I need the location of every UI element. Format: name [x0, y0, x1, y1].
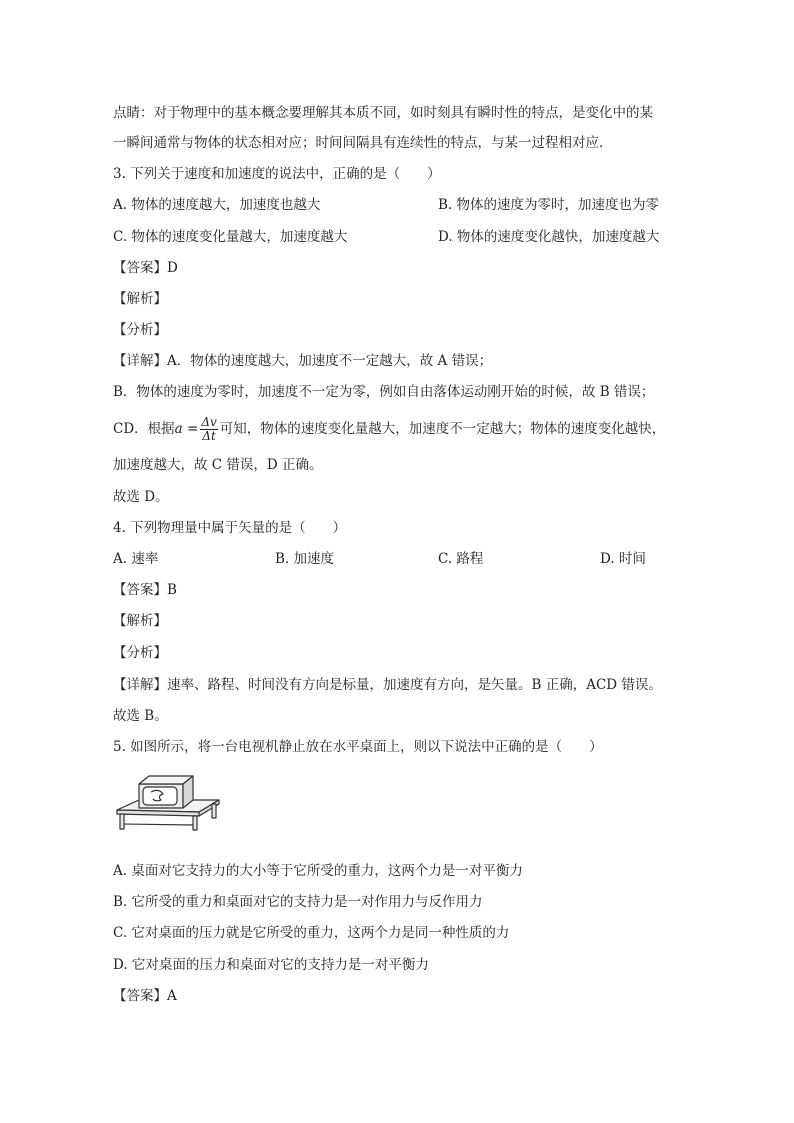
detail-cd-prefix: CD．根据: [113, 421, 175, 437]
q4-option-b: B. 加速度: [275, 551, 335, 567]
q3-option-d: D. 物体的速度变化越快，加速度越大: [438, 229, 660, 245]
q3-answer: [113, 258, 178, 278]
detail-tag: 【详解】: [113, 677, 167, 693]
answer-tag: 【答案】: [113, 582, 167, 598]
q4-detail: [113, 675, 662, 695]
q3-option-b: B. 物体的速度为零时，加速度也为零: [438, 197, 660, 213]
q5-option-c: C. 它对桌面的压力就是它所受的重力，这两个力是同一种性质的力: [113, 925, 510, 941]
detail-text: 速率、路程、时间没有方向是标量，加速度有方向，是矢量。B 正确，ACD 错误。: [167, 677, 662, 693]
formula-numerator: Δv: [201, 415, 217, 429]
table-leg-front-right: [193, 816, 197, 830]
formula-denominator: Δt: [202, 429, 216, 443]
q4-option-a: A. 速率: [113, 551, 159, 567]
q5-option-d: D. 它对桌面的压力和桌面对它的支持力是一对平衡力: [113, 957, 429, 973]
q3-detail-b: B．物体的速度为零时，加速度不一定为零，例如自由落体运动刚开始的时候，故 B 错误；: [113, 384, 655, 400]
detail-cd-suffix: 可知，物体的速度变化量越大，加速度不一定越大；物体的速度变化越快，: [219, 421, 666, 437]
table-leg-back-right: [212, 804, 216, 818]
answer-tag: 【答案】: [113, 988, 167, 1004]
formula-fraction: [200, 416, 217, 443]
answer-value: D: [167, 260, 178, 276]
tv-on-table-figure: [113, 772, 221, 832]
detail-tag: 【详解】: [113, 353, 167, 369]
q5-option-b: B. 它所受的重力和桌面对它的支持力是一对作用力与反作用力: [113, 894, 483, 910]
q5-option-a: A. 桌面对它支持力的大小等于它所受的重力，这两个力是一对平衡力: [113, 863, 523, 879]
q3-detail-cd-cont: 加速度越大，故 C 错误，D 正确。: [113, 457, 323, 473]
q3-detail-a: [113, 351, 492, 371]
q3-option-a: A. 物体的速度越大，加速度也越大: [113, 197, 321, 213]
formula-lhs: a =: [174, 421, 199, 437]
note-line-1: 点睛：对于物理中的基本概念要理解其本质不同，如时刻具有瞬时性的特点，是变化中的某: [113, 105, 653, 121]
q3-conclusion: 故选 D。: [113, 489, 169, 505]
q5-stem: 5. 如图所示，将一台电视机静止放在水平桌面上，则以下说法中正确的是（ ）: [113, 739, 603, 755]
q3-detail-cd: [113, 414, 665, 444]
q4-option-d: D. 时间: [600, 551, 646, 567]
answer-value: A: [167, 988, 177, 1004]
q4-stem: 4. 下列物理量中属于矢量的是（ ）: [113, 520, 347, 536]
detail-text: A．物体的速度越大，加速度不一定越大，故 A 错误；: [167, 353, 493, 369]
answer-value: B: [167, 582, 177, 598]
table-rail: [124, 824, 193, 825]
q5-answer: [113, 986, 177, 1006]
q3-analysis-tag: 【解析】: [113, 291, 167, 307]
q4-option-c: C. 路程: [438, 551, 484, 567]
q4-answer: [113, 580, 177, 600]
answer-tag: 【答案】: [113, 260, 167, 276]
q4-analysis-tag: 【解析】: [113, 613, 167, 629]
q3-stem: 3. 下列关于速度和加速度的说法中，正确的是（ ）: [113, 166, 441, 182]
table-leg-front-left: [120, 814, 124, 829]
q3-option-c: C. 物体的速度变化量越大，加速度越大: [113, 229, 348, 245]
q4-fenxi-tag: 【分析】: [113, 645, 167, 661]
q4-conclusion: 故选 B。: [113, 708, 168, 724]
note-line-2: 一瞬间通常与物体的状态相对应；时间间隔具有连续性的特点，与某一过程相对应．: [113, 135, 613, 151]
q3-fenxi-tag: 【分析】: [113, 322, 167, 338]
